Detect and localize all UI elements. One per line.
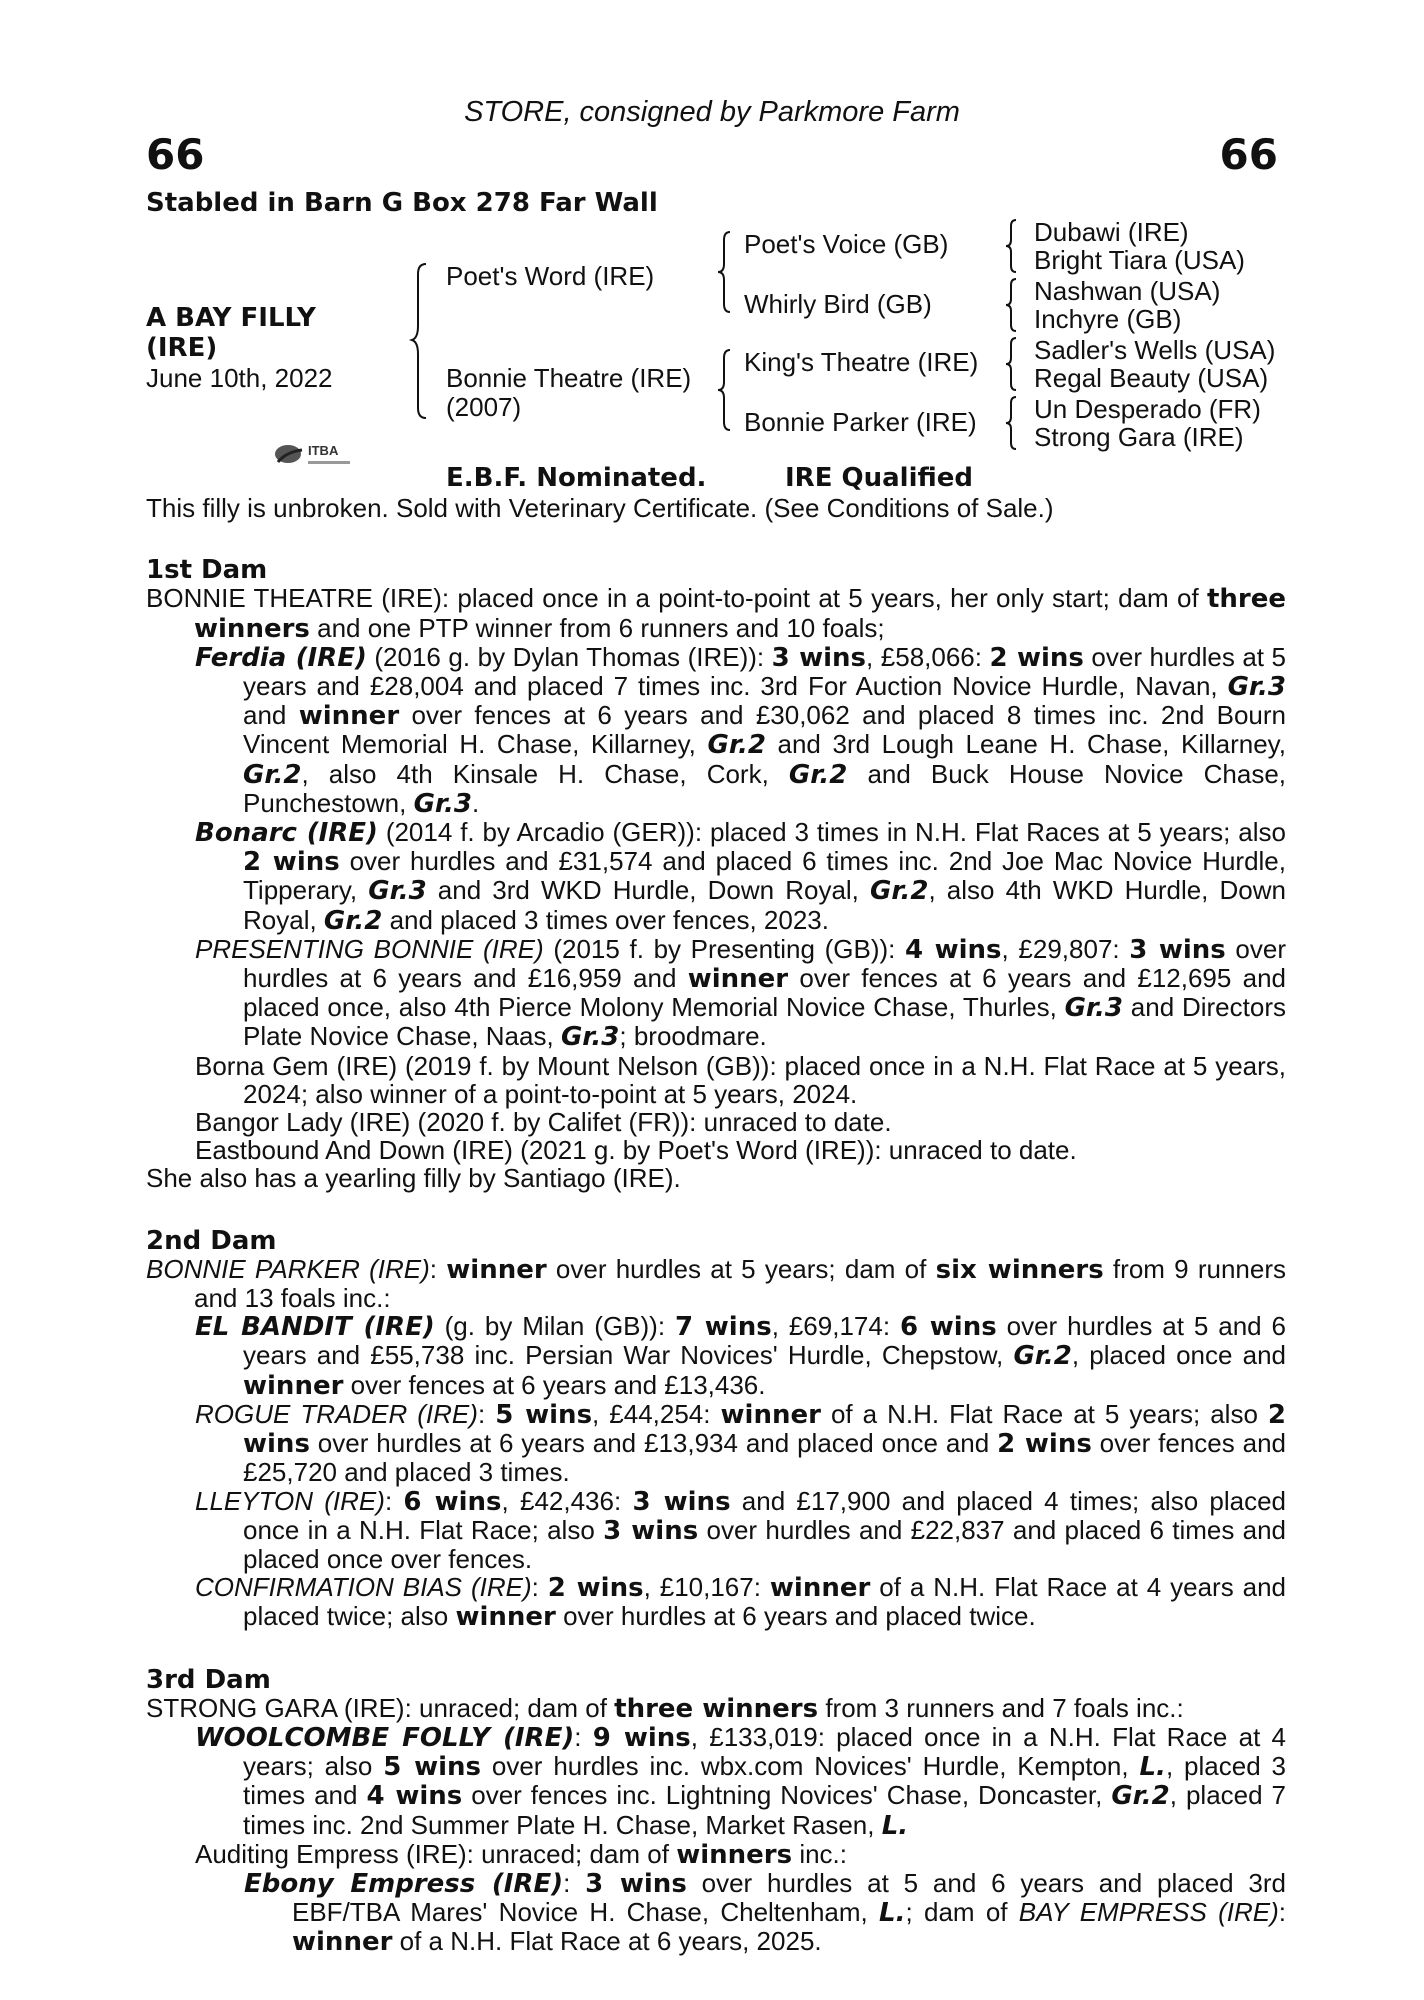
pedigree-bracket-dam — [718, 348, 738, 432]
pedigree-sire-sire: Poet's Voice (GB) — [744, 229, 949, 259]
produce-entry-auditing-empress: Auditing Empress (IRE): unraced; dam of winners inc.: — [195, 1838, 848, 1870]
pedigree-bracket-g3c — [1006, 336, 1020, 392]
pedigree-g3-8: Strong Gara (IRE) — [1034, 422, 1244, 452]
pedigree-dam: Bonnie Theatre (IRE) — [446, 363, 692, 393]
second-dam-intro: BONNIE PARKER (IRE): winner over hurdles at 5 years; dam of six winners from 9 runners and 13 foals inc.: — [146, 1253, 1287, 1314]
produce-entry-borna-gem: Borna Gem (IRE) (2019 f. by Mount Nelson (GB)): placed once in a N.H. Flat Race at 5 years, 2024; also winner of a point-to-point at 5 years, 2024. — [195, 1050, 1286, 1109]
pedigree-g3-7: Un Desperado (FR) — [1034, 394, 1261, 424]
first-dam-heading: 1st Dam — [146, 555, 268, 586]
pedigree-dam-dam: Bonnie Parker (IRE) — [744, 407, 977, 437]
ebf-badge: E.B.F. Nominated. — [446, 463, 707, 493]
lot-number-right: 66 — [1219, 130, 1278, 179]
itba-logo-icon — [272, 440, 354, 474]
consignment-line: STORE, consigned by Parkmore Farm — [464, 96, 960, 128]
produce-entry-woolcombe-folly: WOOLCOMBE FOLLY (IRE): 9 wins, £133,019: placed once in a N.H. Flat Race at 4 years; also 5 wins over hurdles inc. wbx.com Novices' Hurdle, Kempton, L., placed 3 times and 4 wins over fences inc. Lightning Novices' Chase, Doncaster, Gr.2, placed 7 times inc. 2nd Summer Plate H. Chase, Market Rasen, L. — [195, 1721, 1287, 1841]
pedigree-bracket-g3d — [1006, 395, 1020, 451]
produce-entry-confirmation-bias: CONFIRMATION BIAS (IRE): 2 wins, £10,167: winner of a N.H. Flat Race at 4 years and placed twice; also winner over hurdles at 6 years and placed twice. — [195, 1572, 1287, 1633]
pedigree-bracket-g3b — [1006, 277, 1020, 333]
pedigree-g3-5: Sadler's Wells (USA) — [1034, 335, 1276, 365]
horse-title-line1: A BAY FILLY — [146, 303, 316, 333]
produce-entry-ferdia: Ferdia (IRE) (2016 g. by Dylan Thomas (IRE)): 3 wins, £58,066: 2 wins over hurdles at 5 years and £28,004 and placed 7 times inc. 3rd For Auction Novice Hurdle, Navan, Gr.3 and winner over fences at 6 years and £30,062 and placed 8 times inc. 2nd Bourn Vincent Memorial H. Chase, Killarney, Gr.2 and 3rd Lough Leane H. Chase, Killarney, Gr.2, also 4th Kinsale H. Chase, Cork, Gr.2 and Buck House Novice Chase, Punchestown, Gr.3. — [195, 641, 1287, 819]
produce-entry-bangor-lady: Bangor Lady (IRE) (2020 f. by Califet (FR)): unraced to date. — [195, 1107, 892, 1138]
second-dam-heading: 2nd Dam — [146, 1225, 277, 1256]
yearling-note: She also has a yearling filly by Santiago (IRE). — [146, 1163, 681, 1194]
pedigree-sire-dam: Whirly Bird (GB) — [744, 289, 932, 319]
produce-entry-eastbound: Eastbound And Down (IRE) (2021 g. by Poet's Word (IRE)): unraced to date. — [195, 1135, 1077, 1166]
first-dam-intro: BONNIE THEATRE (IRE): placed once in a point-to-point at 5 years, her only start; dam of three winners and one PTP winner from 6 runners and 10 foals; — [146, 583, 1286, 644]
produce-entry-rogue-trader: ROGUE TRADER (IRE): 5 wins, £44,254: winner of a N.H. Flat Race at 5 years; also 2 wins over hurdles at 6 years and £13,934 and placed once and 2 wins over fences and £25,720 and placed 3 times. — [195, 1398, 1287, 1488]
catalogue-body — [146, 494, 1286, 1957]
pedigree-g3-4: Inchyre (GB) — [1034, 304, 1182, 334]
pedigree-sire: Poet's Word (IRE) — [446, 261, 655, 291]
pedigree-bracket-sire — [718, 230, 738, 314]
third-dam-intro: STRONG GARA (IRE): unraced; dam of three winners from 3 runners and 7 foals inc.: — [146, 1692, 1184, 1724]
produce-entry-el-bandit: EL BANDIT (IRE) (g. by Milan (GB)): 7 wins, £69,174: 6 wins over hurdles at 5 and 6 years and £55,738 inc. Persian War Novices' Hurdle, Chepstow, Gr.2, placed once and winner over fences at 6 years and £13,436. — [195, 1311, 1287, 1401]
produce-entry-lleyton: LLEYTON (IRE): 6 wins, £42,436: 3 wins and £17,900 and placed 4 times; also placed once in a N.H. Flat Race; also 3 wins over hurdles and £22,837 and placed 6 times and placed once over fences. — [195, 1485, 1287, 1574]
produce-entry-presenting-bonnie: PRESENTING BONNIE (IRE) (2015 f. by Presenting (GB)): 4 wins, £29,807: 3 wins over hurdles at 6 years and £16,959 and winner over fences at 6 years and £12,695 and placed once, also 4th Pierce Molony Memorial Novice Chase, Thurles, Gr.3 and Directors Plate Novice Chase, Naas, Gr.3; broodmare. — [195, 933, 1287, 1053]
ire-qualified-badge: IRE Qualified — [785, 463, 974, 493]
foaled-date: June 10th, 2022 — [146, 363, 333, 393]
pedigree-g3-3: Nashwan (USA) — [1034, 276, 1221, 306]
pedigree-bracket-main — [412, 262, 432, 422]
stabling-line: Stabled in Barn G Box 278 Far Wall — [146, 188, 658, 218]
pedigree-bracket-g3a — [1006, 218, 1020, 274]
pedigree-g3-1: Dubawi (IRE) — [1034, 217, 1189, 247]
lot-number-left: 66 — [146, 130, 205, 179]
pedigree-dam-sire: King's Theatre (IRE) — [744, 347, 979, 377]
produce-entry-ebony-empress: Ebony Empress (IRE): 3 wins over hurdles at 5 and 6 years and placed 3rd EBF/TBA Mares' Novice H. Chase, Cheltenham, L.; dam of BAY EMPRESS (IRE): winner of a N.H. Flat Race at 6 years, 2025. — [244, 1867, 1287, 1958]
pedigree-g3-6: Regal Beauty (USA) — [1034, 363, 1269, 393]
horse-title-line2: (IRE) — [146, 333, 218, 363]
itba-logo — [272, 440, 354, 474]
pedigree-dam-year: (2007) — [446, 392, 522, 422]
third-dam-heading: 3rd Dam — [146, 1664, 271, 1695]
itba-logo-text: ITBA — [308, 443, 339, 458]
pedigree-g3-2: Bright Tiara (USA) — [1034, 245, 1245, 275]
status-line: This filly is unbroken. Sold with Veterinary Certificate. (See Conditions of Sale.) — [146, 493, 1054, 523]
produce-entry-bonarc: Bonarc (IRE) (2014 f. by Arcadio (GER)): placed 3 times in N.H. Flat Races at 5 years; also 2 wins over hurdles and £31,574 and placed 6 times inc. 2nd Joe Mac Novice Hurdle, Tipperary, Gr.3 and 3rd WKD Hurdle, Down Royal, Gr.2, also 4th WKD Hurdle, Down Royal, Gr.2 and placed 3 times over fences, 2023. — [195, 817, 1286, 936]
